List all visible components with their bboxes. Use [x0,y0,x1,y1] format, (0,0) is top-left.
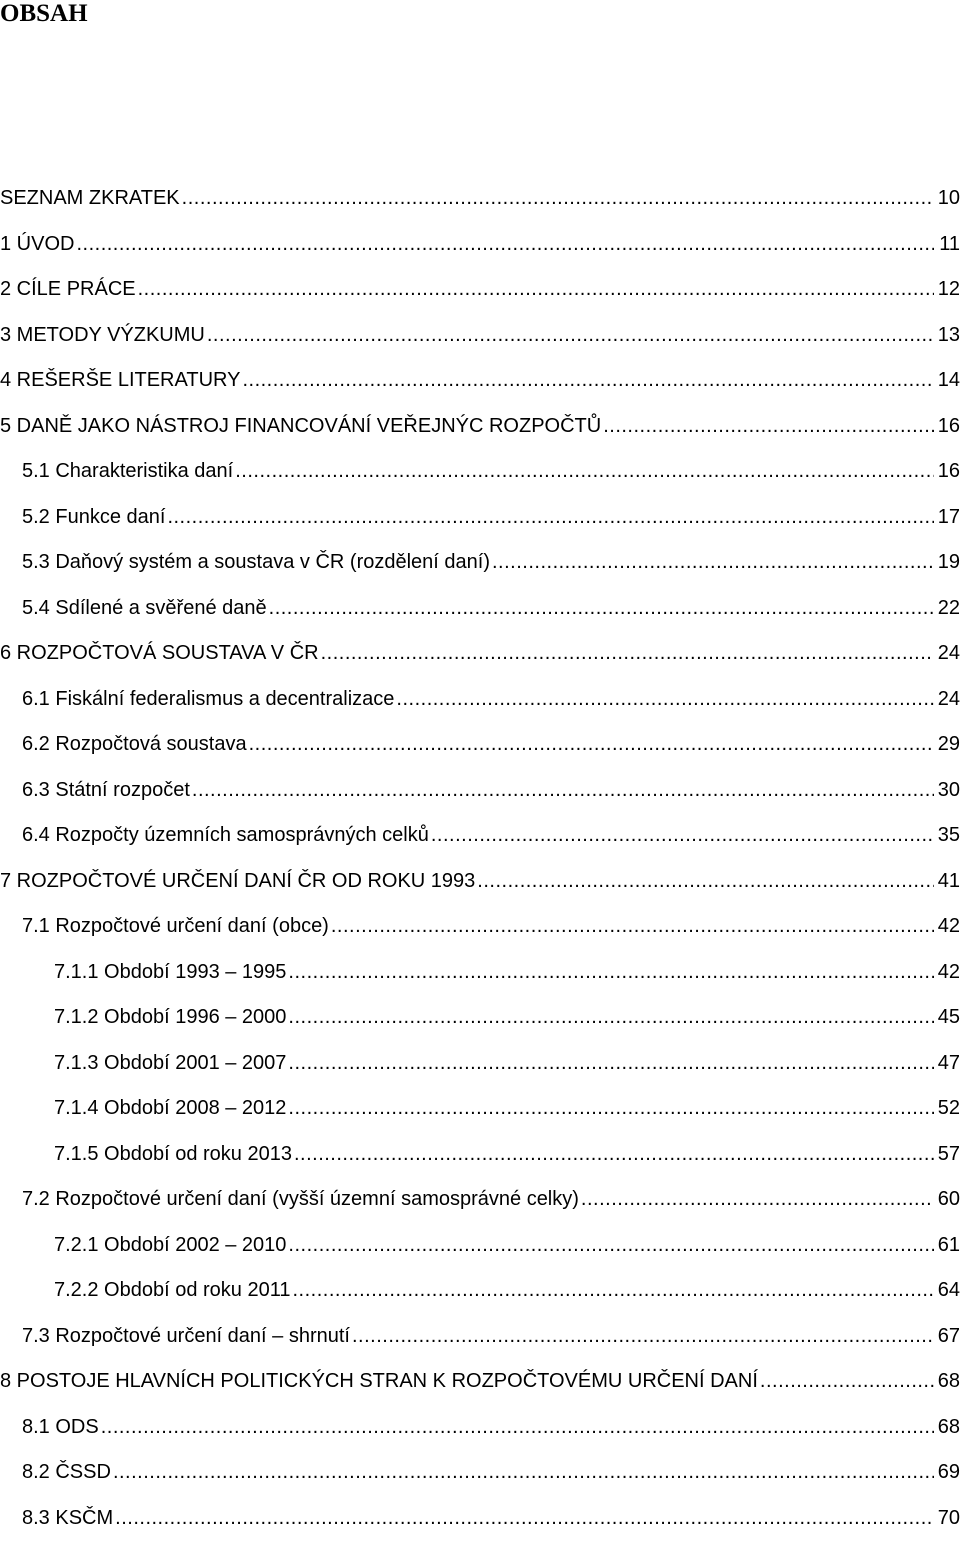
toc-entry-page-number: 68 [936,1370,960,1393]
toc-entry-label: 3 METODY VÝZKUMU [0,324,205,347]
dot-leader [492,551,934,574]
toc-entry-page-number: 12 [936,278,960,301]
toc-entry[interactable] [0,1359,960,1405]
toc-entry-page-number: 42 [936,915,960,938]
toc-entry[interactable] [0,313,960,359]
toc-entry-page-number: 11 [936,233,960,256]
toc-entry-label: 6.3 Státní rozpočet [22,779,190,802]
dot-leader [352,1325,934,1348]
toc-entry-page-number: 16 [936,415,960,438]
dot-leader [431,824,934,847]
toc-entry[interactable] [0,904,960,950]
toc-entry-label: 7.2.1 Období 2002 – 2010 [54,1234,286,1257]
toc-entry[interactable] [0,1496,960,1541]
toc-entry-page-number: 16 [936,460,960,483]
toc-entry-label: 5 DANĚ JAKO NÁSTROJ FINANCOVÁNÍ VEŘEJNÝC ROZPOČTŮ [0,415,601,438]
toc-entry[interactable] [0,540,960,586]
dot-leader [113,1461,934,1484]
toc-entry-page-number: 24 [936,688,960,711]
toc-entry-label: 7 ROZPOČTOVÉ URČENÍ DANÍ ČR OD ROKU 1993 [0,870,475,893]
toc-entry[interactable] [0,1177,960,1223]
dot-leader [242,369,934,392]
dot-leader [235,460,934,483]
toc-entry[interactable] [0,1041,960,1087]
toc-entry-page-number: 45 [936,1006,960,1029]
toc-entry-page-number: 70 [936,1507,960,1530]
dot-leader [167,506,934,529]
toc-entry-page-number: 64 [936,1279,960,1302]
table-of-contents [0,176,960,1541]
dot-leader [292,1279,934,1302]
toc-entry-page-number: 61 [936,1234,960,1257]
toc-entry[interactable] [0,222,960,268]
toc-entry-page-number: 17 [936,506,960,529]
toc-entry-label: 8.1 ODS [22,1416,99,1439]
toc-entry[interactable] [0,677,960,723]
toc-entry[interactable] [0,176,960,222]
toc-entry-page-number: 57 [936,1143,960,1166]
toc-entry-page-number: 68 [936,1416,960,1439]
toc-entry-label: 6 ROZPOČTOVÁ SOUSTAVA V ČR [0,642,319,665]
dot-leader [288,1006,934,1029]
toc-entry-page-number: 47 [936,1052,960,1075]
toc-entry[interactable] [0,995,960,1041]
toc-entry-page-number: 41 [936,870,960,893]
dot-leader [331,915,934,938]
toc-entry[interactable] [0,859,960,905]
dot-leader [138,278,934,301]
toc-entry[interactable] [0,1268,960,1314]
dot-leader [396,688,934,711]
page-title: OBSAH [0,0,88,28]
toc-entry[interactable] [0,722,960,768]
toc-entry-page-number: 10 [936,187,960,210]
dot-leader [249,733,934,756]
dot-leader [760,1370,934,1393]
toc-entry-label: 7.2.2 Období od roku 2011 [54,1279,290,1302]
dot-leader [115,1507,934,1530]
toc-entry-page-number: 29 [936,733,960,756]
toc-entry[interactable] [0,586,960,632]
dot-leader [477,870,934,893]
dot-leader [581,1188,934,1211]
toc-entry[interactable] [0,768,960,814]
toc-entry-page-number: 19 [936,551,960,574]
toc-entry-page-number: 13 [936,324,960,347]
toc-entry-label: 7.1.3 Období 2001 – 2007 [54,1052,286,1075]
toc-entry[interactable] [0,495,960,541]
toc-entry[interactable] [0,358,960,404]
toc-entry[interactable] [0,1314,960,1360]
toc-entry-page-number: 30 [936,779,960,802]
dot-leader [76,233,934,256]
dot-leader [101,1416,934,1439]
toc-entry-label: 5.2 Funkce daní [22,506,165,529]
toc-entry-page-number: 24 [936,642,960,665]
toc-entry-label: 6.4 Rozpočty územních samosprávných celků [22,824,429,847]
toc-entry[interactable] [0,813,960,859]
toc-entry[interactable] [0,267,960,313]
toc-entry-label: 5.3 Daňový systém a soustava v ČR (rozdělení daní) [22,551,490,574]
dot-leader [192,779,934,802]
toc-entry[interactable] [0,1086,960,1132]
toc-entry-label: 7.1.5 Období od roku 2013 [54,1143,292,1166]
dot-leader [288,1097,934,1120]
toc-entry-label: 8 POSTOJE HLAVNÍCH POLITICKÝCH STRAN K ROZPOČTOVÉMU URČENÍ DANÍ [0,1370,758,1393]
dot-leader [207,324,934,347]
toc-entry-label: 7.1.4 Období 2008 – 2012 [54,1097,286,1120]
toc-entry[interactable] [0,1450,960,1496]
toc-entry-label: 8.2 ČSSD [22,1461,111,1484]
toc-entry-label: 6.2 Rozpočtová soustava [22,733,247,756]
toc-entry-label: 7.3 Rozpočtové určení daní – shrnutí [22,1325,350,1348]
toc-entry-label: 7.1 Rozpočtové určení daní (obce) [22,915,329,938]
toc-entry-page-number: 52 [936,1097,960,1120]
toc-entry-label: 1 ÚVOD [0,233,74,256]
dot-leader [603,415,934,438]
toc-entry[interactable] [0,1132,960,1178]
dot-leader [288,1052,934,1075]
toc-entry-label: 7.2 Rozpočtové určení daní (vyšší územní samosprávné celky) [22,1188,579,1211]
toc-entry[interactable] [0,1223,960,1269]
dot-leader [269,597,934,620]
dot-leader [288,961,934,984]
dot-leader [182,187,934,210]
toc-entry-page-number: 67 [936,1325,960,1348]
dot-leader [294,1143,934,1166]
toc-entry-page-number: 22 [936,597,960,620]
toc-entry-label: 5.4 Sdílené a svěřené daně [22,597,267,620]
toc-entry-label: 6.1 Fiskální federalismus a decentralizace [22,688,394,711]
toc-entry-label: 4 REŠERŠE LITERATURY [0,369,240,392]
toc-entry-page-number: 35 [936,824,960,847]
dot-leader [321,642,934,665]
toc-entry[interactable] [0,631,960,677]
toc-entry[interactable] [0,1405,960,1451]
dot-leader [288,1234,934,1257]
toc-entry-label: 7.1.1 Období 1993 – 1995 [54,961,286,984]
toc-entry[interactable] [0,950,960,996]
toc-entry-label: 2 CÍLE PRÁCE [0,278,136,301]
toc-entry-page-number: 42 [936,961,960,984]
toc-entry-label: 8.3 KSČM [22,1507,113,1530]
toc-entry-page-number: 69 [936,1461,960,1484]
toc-entry[interactable] [0,404,960,450]
toc-entry-page-number: 14 [936,369,960,392]
toc-entry-label: 5.1 Charakteristika daní [22,460,233,483]
toc-entry-label: 7.1.2 Období 1996 – 2000 [54,1006,286,1029]
toc-entry[interactable] [0,449,960,495]
toc-entry-label: SEZNAM ZKRATEK [0,187,180,210]
toc-entry-page-number: 60 [936,1188,960,1211]
